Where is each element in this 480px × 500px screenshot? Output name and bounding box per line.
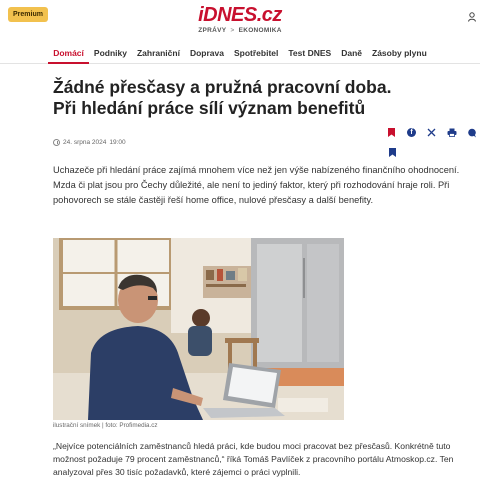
bookmark-icon[interactable] xyxy=(386,127,397,138)
facebook-icon[interactable]: f xyxy=(406,127,417,138)
article-meta xyxy=(53,139,126,146)
nav-item-spotrebitel[interactable]: Spotřebitel xyxy=(233,48,279,58)
nav-item-zahranicni[interactable]: Zahraniční xyxy=(136,48,180,58)
article-title: Žádné přesčasy a pružná pracovní doba. Při hledání práce sílí význam benefitů xyxy=(53,77,392,118)
print-icon[interactable] xyxy=(446,127,457,138)
breadcrumb-item-zpravy[interactable]: ZPRÁVY xyxy=(198,27,227,34)
breadcrumb xyxy=(0,27,480,34)
article-date: 24. srpna 2024 xyxy=(63,139,107,146)
x-icon[interactable] xyxy=(426,127,437,138)
photo-illustration xyxy=(53,238,344,420)
article-perex: Uchazeče při hledání práce zajímá mnohem více než jen výše nabízeného finančního ohodnocení. Mzda či plat jsou pro Čechy důležité, ale není to jediný faktor, který při rozhodování hraje roli. Při pohovorech se stále častěji řeší home office, nulové přesčasy a další benefity. xyxy=(53,165,460,205)
nav-item-podniky[interactable]: Podniky xyxy=(93,48,127,58)
site-header xyxy=(0,0,480,40)
article-photo[interactable] xyxy=(53,238,344,420)
account-icon[interactable] xyxy=(468,12,476,24)
nav-item-test-dnes[interactable]: Test DNES xyxy=(288,48,332,58)
nav-item-doprava[interactable]: Doprava xyxy=(189,48,224,58)
share-toolbar xyxy=(386,127,477,138)
breadcrumb-item-ekonomika[interactable]: EKONOMIKA xyxy=(238,27,282,34)
premium-button[interactable]: Premium xyxy=(8,7,48,22)
clock-icon xyxy=(53,139,60,146)
logo-dnes: DNES xyxy=(203,4,257,26)
logo-i: i xyxy=(198,4,204,26)
nav-item-zasoby-plynu[interactable]: Zásoby plynu xyxy=(372,48,427,58)
saved-bookmark-icon[interactable] xyxy=(389,148,396,157)
article-time: 19:00 xyxy=(109,139,126,146)
site-logo[interactable] xyxy=(0,4,480,27)
nav-item-dane[interactable]: Daně xyxy=(341,48,362,58)
section-nav xyxy=(0,44,480,64)
nav-item-domaci[interactable]: Domácí xyxy=(48,44,89,64)
logo-cz: .cz xyxy=(256,4,282,26)
comment-icon[interactable] xyxy=(466,127,477,138)
breadcrumb-separator: > xyxy=(230,27,235,34)
article-body: „Nejvíce potenciálních zaměstnanců hledá práci, kde budou moci pracovat bez přesčasů. Konkrétně tuto možnost požaduje 79 procent zaměstnanců,“ říká Tomáš Pavlíček z pracovního portálu Atmoskop.cz. Ten analyzoval přes 30 tisíc požadavků, které zájemci o práci vyplnili. xyxy=(53,441,454,478)
photo-caption: ilustrační snímek | foto: Profimedia.cz xyxy=(53,422,158,429)
